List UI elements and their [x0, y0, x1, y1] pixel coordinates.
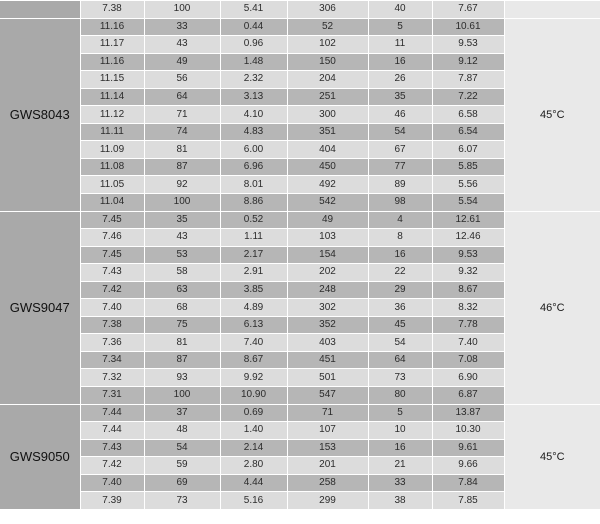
table-cell: 16 [368, 439, 432, 457]
table-cell: 6.58 [432, 106, 504, 124]
table-cell: 12.61 [432, 211, 504, 229]
table-cell: 6.90 [432, 369, 504, 387]
table-cell: 2.14 [220, 439, 287, 457]
table-cell: 9.53 [432, 246, 504, 264]
table-cell: 7.45 [80, 211, 144, 229]
table-cell: 48 [144, 422, 220, 440]
table-cell: 7.32 [80, 369, 144, 387]
table-cell: 0.44 [220, 18, 287, 36]
table-cell: 5.41 [220, 1, 287, 19]
table-cell: 11.09 [80, 141, 144, 159]
table-cell: 56 [144, 71, 220, 89]
table-cell: 10.61 [432, 18, 504, 36]
table-cell: 33 [144, 18, 220, 36]
table-cell: 73 [144, 492, 220, 510]
table-cell: 49 [287, 211, 368, 229]
model-name-cell: GWS9047 [0, 211, 80, 404]
table-cell: 7.39 [80, 492, 144, 510]
table-cell: 49 [144, 53, 220, 71]
table-cell: 7.42 [80, 457, 144, 475]
table-cell: 43 [144, 36, 220, 54]
table-cell: 4.89 [220, 299, 287, 317]
table-cell: 81 [144, 334, 220, 352]
table-cell: 35 [144, 211, 220, 229]
temperature-cell: 46°C [504, 211, 600, 404]
table-cell: 54 [144, 439, 220, 457]
table-cell: 5 [368, 404, 432, 422]
table-cell: 58 [144, 264, 220, 282]
table-cell: 492 [287, 176, 368, 194]
table-cell: 13.87 [432, 404, 504, 422]
table-cell: 6.96 [220, 158, 287, 176]
table-cell: 2.91 [220, 264, 287, 282]
table-cell: 35 [368, 88, 432, 106]
table-cell: 11.05 [80, 176, 144, 194]
table-cell: 77 [368, 158, 432, 176]
table-cell: 92 [144, 176, 220, 194]
table-cell: 1.48 [220, 53, 287, 71]
table-cell: 5.16 [220, 492, 287, 510]
table-cell: 6.54 [432, 123, 504, 141]
table-cell: 450 [287, 158, 368, 176]
table-cell: 11.15 [80, 71, 144, 89]
table-cell: 36 [368, 299, 432, 317]
table-cell: 1.11 [220, 229, 287, 247]
table-row [0, 404, 600, 422]
table-cell: 5.85 [432, 158, 504, 176]
table-cell: 54 [368, 334, 432, 352]
table-cell: 11.08 [80, 158, 144, 176]
temperature-cell: 45°C [504, 404, 600, 509]
table-cell: 37 [144, 404, 220, 422]
table-row [0, 18, 600, 36]
model-cell-continued [0, 1, 80, 19]
table-cell: 7.85 [432, 492, 504, 510]
table-cell: 547 [287, 387, 368, 405]
table-cell: 7.22 [432, 88, 504, 106]
table-cell: 403 [287, 334, 368, 352]
table-cell: 63 [144, 281, 220, 299]
table-cell: 75 [144, 316, 220, 334]
table-cell: 93 [144, 369, 220, 387]
table-cell: 16 [368, 53, 432, 71]
table-cell: 98 [368, 194, 432, 212]
table-cell: 2.17 [220, 246, 287, 264]
table-cell: 351 [287, 123, 368, 141]
table-cell: 7.46 [80, 229, 144, 247]
table-cell: 5.56 [432, 176, 504, 194]
table-cell: 8.86 [220, 194, 287, 212]
table-cell: 100 [144, 194, 220, 212]
table-cell: 299 [287, 492, 368, 510]
table-cell: 8 [368, 229, 432, 247]
table-cell: 33 [368, 474, 432, 492]
table-cell: 7.42 [80, 281, 144, 299]
table-cell: 11.04 [80, 194, 144, 212]
table-cell: 68 [144, 299, 220, 317]
table-cell: 53 [144, 246, 220, 264]
table-cell: 64 [144, 88, 220, 106]
table-cell: 11.16 [80, 53, 144, 71]
temperature-cell: 45°C [504, 18, 600, 211]
table-cell: 201 [287, 457, 368, 475]
table-cell: 0.96 [220, 36, 287, 54]
table-cell: 7.31 [80, 387, 144, 405]
table-cell: 8.67 [432, 281, 504, 299]
model-name-cell: GWS9050 [0, 404, 80, 509]
table-cell: 7.78 [432, 316, 504, 334]
table-cell: 7.67 [432, 1, 504, 19]
table-cell: 4.10 [220, 106, 287, 124]
table-cell: 8.01 [220, 176, 287, 194]
table-cell: 59 [144, 457, 220, 475]
table-cell: 11.16 [80, 18, 144, 36]
table-cell: 74 [144, 123, 220, 141]
table-cell: 300 [287, 106, 368, 124]
table-cell: 11.11 [80, 123, 144, 141]
table-cell: 4 [368, 211, 432, 229]
table-cell: 7.87 [432, 71, 504, 89]
table-cell: 153 [287, 439, 368, 457]
table-cell: 9.66 [432, 457, 504, 475]
table-cell: 11.12 [80, 106, 144, 124]
table-cell: 52 [287, 18, 368, 36]
table-cell: 5.54 [432, 194, 504, 212]
table-cell: 9.32 [432, 264, 504, 282]
table-cell: 11.14 [80, 88, 144, 106]
table-cell: 150 [287, 53, 368, 71]
table-cell: 4.83 [220, 123, 287, 141]
table-cell: 7.43 [80, 264, 144, 282]
table-cell: 10 [368, 422, 432, 440]
table-cell: 7.38 [80, 1, 144, 19]
table-cell: 81 [144, 141, 220, 159]
table-cell: 501 [287, 369, 368, 387]
table-cell: 45 [368, 316, 432, 334]
table-cell: 7.40 [220, 334, 287, 352]
table-cell: 7.44 [80, 404, 144, 422]
table-cell: 3.85 [220, 281, 287, 299]
table-cell: 107 [287, 422, 368, 440]
table-cell: 248 [287, 281, 368, 299]
table-cell: 10.30 [432, 422, 504, 440]
table-cell: 3.13 [220, 88, 287, 106]
table-cell: 46 [368, 106, 432, 124]
table-cell: 26 [368, 71, 432, 89]
table-cell: 69 [144, 474, 220, 492]
table-cell: 71 [287, 404, 368, 422]
table-cell: 12.46 [432, 229, 504, 247]
table-cell: 7.43 [80, 439, 144, 457]
table-cell: 202 [287, 264, 368, 282]
table-cell: 6.87 [432, 387, 504, 405]
table-cell: 80 [368, 387, 432, 405]
table-cell: 8.67 [220, 351, 287, 369]
table-cell: 7.40 [80, 299, 144, 317]
table-cell: 73 [368, 369, 432, 387]
table-cell: 251 [287, 88, 368, 106]
table-cell: 0.69 [220, 404, 287, 422]
model-name-cell: GWS8043 [0, 18, 80, 211]
table-cell: 16 [368, 246, 432, 264]
table-cell: 7.40 [432, 334, 504, 352]
temperature-cell-continued [504, 1, 600, 19]
table-cell: 11 [368, 36, 432, 54]
table-cell: 64 [368, 351, 432, 369]
table-cell: 71 [144, 106, 220, 124]
table-cell: 7.08 [432, 351, 504, 369]
table-cell: 7.45 [80, 246, 144, 264]
table-cell: 0.52 [220, 211, 287, 229]
table-cell: 7.40 [80, 474, 144, 492]
table-row [0, 1, 600, 19]
table-cell: 451 [287, 351, 368, 369]
table-cell: 2.32 [220, 71, 287, 89]
table-cell: 87 [144, 351, 220, 369]
table-cell: 302 [287, 299, 368, 317]
table-row [0, 211, 600, 229]
table-cell: 4.44 [220, 474, 287, 492]
table-cell: 54 [368, 123, 432, 141]
table-cell: 67 [368, 141, 432, 159]
table-cell: 89 [368, 176, 432, 194]
table-cell: 306 [287, 1, 368, 19]
table-cell: 7.38 [80, 316, 144, 334]
table-cell: 542 [287, 194, 368, 212]
table-cell: 352 [287, 316, 368, 334]
table-cell: 204 [287, 71, 368, 89]
table-cell: 38 [368, 492, 432, 510]
table-cell: 258 [287, 474, 368, 492]
table-cell: 154 [287, 246, 368, 264]
table-cell: 43 [144, 229, 220, 247]
table-cell: 7.36 [80, 334, 144, 352]
table-cell: 5 [368, 18, 432, 36]
table-cell: 10.90 [220, 387, 287, 405]
table-cell: 29 [368, 281, 432, 299]
table-cell: 9.12 [432, 53, 504, 71]
table-cell: 7.84 [432, 474, 504, 492]
table-cell: 100 [144, 1, 220, 19]
table-cell: 1.40 [220, 422, 287, 440]
table-cell: 87 [144, 158, 220, 176]
table-cell: 9.92 [220, 369, 287, 387]
table-cell: 6.13 [220, 316, 287, 334]
table-cell: 6.00 [220, 141, 287, 159]
table-cell: 7.34 [80, 351, 144, 369]
table-cell: 7.44 [80, 422, 144, 440]
table-cell: 21 [368, 457, 432, 475]
table-cell: 9.61 [432, 439, 504, 457]
table-cell: 2.80 [220, 457, 287, 475]
table-cell: 100 [144, 387, 220, 405]
table-cell: 9.53 [432, 36, 504, 54]
table-cell: 22 [368, 264, 432, 282]
table-cell: 404 [287, 141, 368, 159]
table-cell: 102 [287, 36, 368, 54]
table-cell: 6.07 [432, 141, 504, 159]
table-cell: 103 [287, 229, 368, 247]
table-cell: 8.32 [432, 299, 504, 317]
table-cell: 11.17 [80, 36, 144, 54]
table-cell: 40 [368, 1, 432, 19]
